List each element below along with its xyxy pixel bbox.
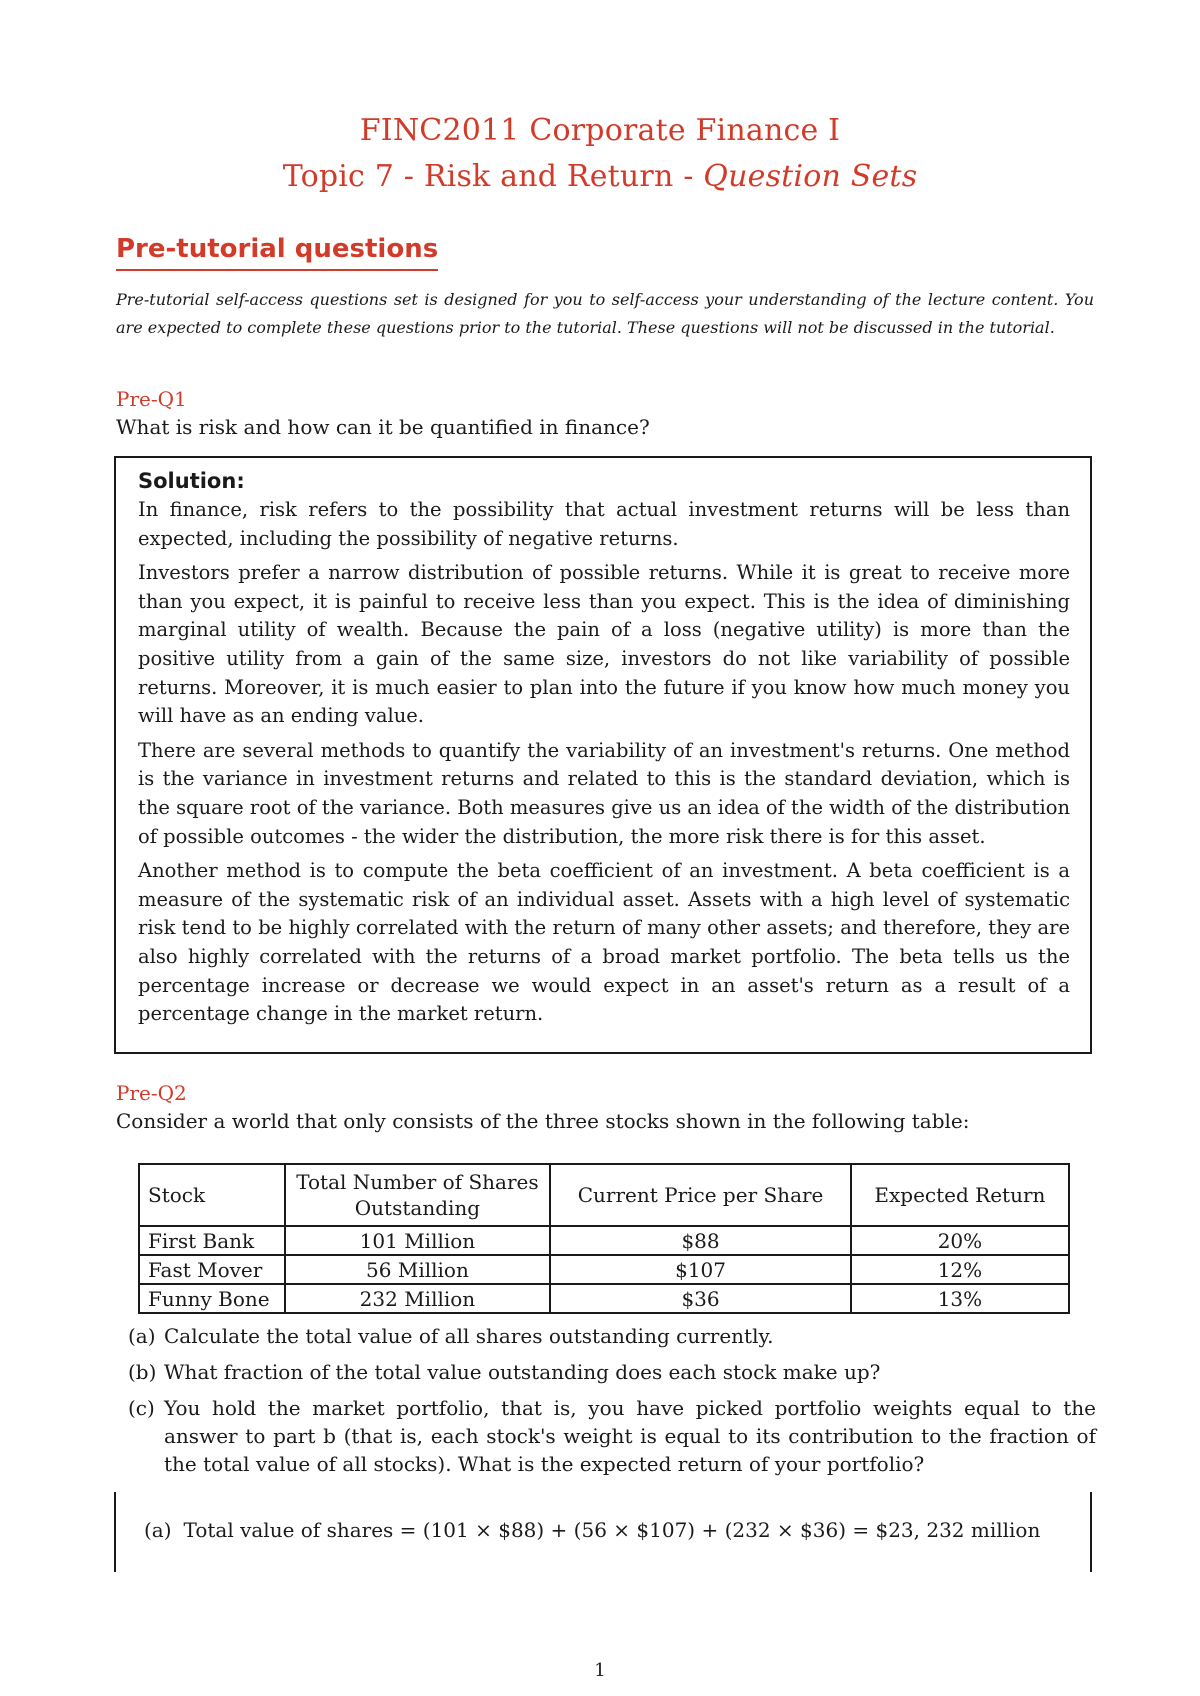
answer-label: (a) — [144, 1518, 172, 1542]
question-text-q2: Consider a world that only consists of the three stocks shown in the following table: — [116, 1109, 970, 1133]
table-cell: 12% — [851, 1255, 1069, 1284]
answer-line — [144, 1516, 1040, 1544]
table-row — [139, 1284, 1069, 1313]
topic-title — [0, 154, 1200, 200]
column-header-return: Expected Return — [851, 1164, 1069, 1226]
table-cell: First Bank — [139, 1226, 285, 1255]
answer-box-right-border — [1090, 1492, 1092, 1572]
question-part — [116, 1394, 1096, 1478]
solution-paragraph: Investors prefer a narrow distribution of possible returns. While it is great to receive more than you expect, it is painful to receive less than you expect. This is the idea of diminishing marginal utility of wealth. Because the pain of a loss (negative utility) is more than the positive utility from a gain of the same size, investors do not like variability of possible returns. Moreover, it is much easier to plan into the future if you know how much money you will have as an ending value. — [138, 561, 1070, 728]
answer-box — [114, 1492, 1092, 1572]
table-cell: Fast Mover — [139, 1255, 285, 1284]
question-label-q1: Pre-Q1 — [116, 387, 187, 411]
course-title: FINC2011 Corporate Finance I — [359, 113, 841, 148]
table-row — [139, 1226, 1069, 1255]
column-header-stock: Stock — [139, 1164, 285, 1226]
table-cell: $107 — [550, 1255, 851, 1284]
solution-paragraph: In finance, risk refers to the possibility that actual investment returns will be less than expected, including the possibility of negative returns. — [138, 498, 1070, 550]
document-title — [0, 108, 1200, 200]
question-part — [116, 1358, 1096, 1386]
part-label: (c) — [128, 1396, 155, 1420]
section-heading: Pre-tutorial questions — [116, 232, 438, 271]
solution-box — [114, 456, 1092, 1054]
answer-text: Total value of shares = (101 × $88) + (56 × $107) + (232 × $36) = $23, 232 million — [183, 1518, 1041, 1542]
intro-paragraph: Pre-tutorial self-access questions set is designed for you to self-access your understanding of the lecture content. You are expected to complete these questions prior to the tutorial. These questions will not be discussed in the tutorial. — [116, 290, 1094, 337]
table-cell: 101 Million — [285, 1226, 551, 1255]
question-text-q1: What is risk and how can it be quantified in finance? — [116, 415, 650, 439]
stock-table — [138, 1163, 1070, 1314]
table-cell: $88 — [550, 1226, 851, 1255]
solution-paragraph: Another method is to compute the beta coefficient of an investment. A beta coefficient is a measure of the systematic risk of an individual asset. Assets with a high level of systematic risk tend to be highly correlated with the return of many other assets; and therefore, they are also highly correlated with the returns of a broad market portfolio. The beta tells us the percentage increase or decrease we would expect in an asset's return as a result of a percentage change in the market return. — [138, 859, 1070, 1026]
topic-title-text: Topic 7 - Risk and Return - — [282, 159, 704, 194]
part-text: What fraction of the total value outstanding does each stock make up? — [164, 1360, 881, 1384]
table-row — [139, 1255, 1069, 1284]
question-label-q2: Pre-Q2 — [116, 1081, 187, 1105]
page-number: 1 — [594, 1660, 606, 1681]
topic-title-italic: Question Sets — [703, 159, 918, 194]
table-cell: $36 — [550, 1284, 851, 1313]
table-cell: 56 Million — [285, 1255, 551, 1284]
column-header-shares: Total Number of Shares Outstanding — [285, 1164, 551, 1226]
part-label: (b) — [128, 1360, 157, 1384]
part-text: You hold the market portfolio, that is, you have picked portfolio weights equal to the answer to part b (that is, each stock's weight is equal to its contribution to the fraction of the total value of all stocks). What is the expected return of your portfolio? — [164, 1396, 1096, 1476]
part-text: Calculate the total value of all shares outstanding currently. — [164, 1324, 774, 1348]
table-cell: Funny Bone — [139, 1284, 285, 1313]
solution-paragraph: There are several methods to quantify the variability of an investment's returns. One method is the variance in investment returns and related to this is the standard deviation, which is the square root of the variance. Both measures give us an idea of the width of the distribution of possible outcomes - the wider the distribution, the more risk there is for this asset. — [138, 738, 1071, 848]
table-cell: 20% — [851, 1226, 1069, 1255]
answer-box-left-border — [114, 1492, 116, 1572]
question-parts-list — [116, 1322, 1096, 1486]
column-header-price: Current Price per Share — [550, 1164, 851, 1226]
table-header-row — [139, 1164, 1069, 1226]
part-label: (a) — [128, 1324, 156, 1348]
question-part — [116, 1322, 1096, 1350]
table-cell: 232 Million — [285, 1284, 551, 1313]
solution-title: Solution: — [138, 469, 245, 493]
table-cell: 13% — [851, 1284, 1069, 1313]
